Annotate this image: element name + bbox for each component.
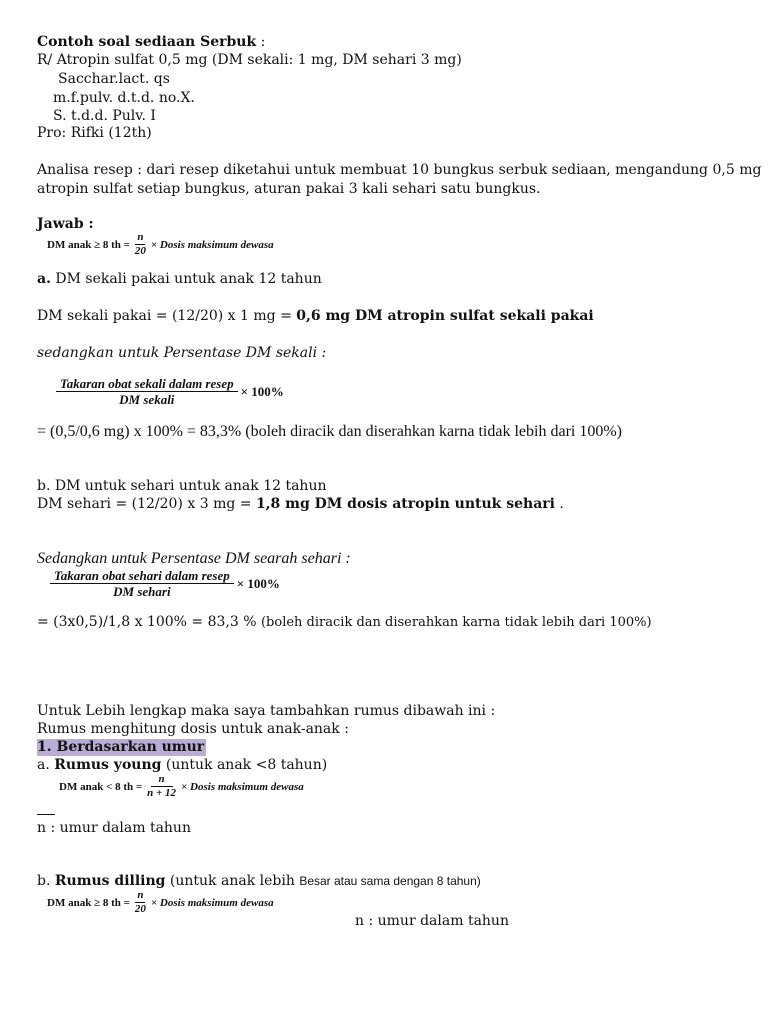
dilling-lhs: DM anak xyxy=(47,896,92,909)
recipe-line-3: m.f.pulv. d.t.d. no.X. xyxy=(53,90,195,106)
part-a-calc xyxy=(37,308,594,325)
rumus-dilling-heading xyxy=(37,873,481,890)
part-b-percent-intro: Sedangkan untuk Persentase DM searah sehari : xyxy=(37,550,351,567)
dilling-n-definition: n : umur dalam tahun xyxy=(355,913,509,929)
rumus-dilling-label: b. xyxy=(37,873,55,889)
part-a-percent-intro: sedangkan untuk Persentase DM sekali : xyxy=(37,345,327,361)
young-denominator: n + 12 xyxy=(147,787,177,799)
part-a-calc-result: 0,6 mg DM atropin sulfat sekali pakai xyxy=(296,308,594,324)
part-b-calc-suffix: . xyxy=(554,496,564,512)
percent-sekali-fraction xyxy=(56,378,238,405)
rumus-young-name: Rumus young xyxy=(54,757,162,773)
formula-percent-sekali xyxy=(56,378,284,405)
formula-dilling-main xyxy=(47,232,274,257)
part-b-calc-text: DM sehari = (12/20) x 3 mg = xyxy=(37,496,256,512)
page-title xyxy=(37,34,265,51)
jawab-label: Jawab : xyxy=(37,216,94,232)
formula-denominator: 20 xyxy=(134,245,146,257)
formula-cond: ≥ 8 th = xyxy=(94,238,130,251)
young-lhs: DM anak xyxy=(59,780,104,793)
formula-lhs: DM anak xyxy=(47,238,92,251)
extra-line-2: Rumus menghitung dosis untuk anak-anak : xyxy=(37,721,349,737)
young-numerator: n xyxy=(151,774,173,787)
percent-sehari-fraction xyxy=(50,570,234,597)
dilling-fraction xyxy=(133,890,148,915)
formula-young xyxy=(59,774,304,799)
recipe-line-1: R/ Atropin sulfat 0,5 mg (DM sekali: 1 mg, DM sehari 3 mg) xyxy=(37,52,462,68)
part-b-percent-calc: = (3x0,5)/1,8 x 100% = 83,3 % xyxy=(37,614,261,630)
part-b-heading: b. DM untuk sehari untuk anak 12 tahun xyxy=(37,478,327,494)
part-b-calc-result: 1,8 mg DM dosis atropin untuk sehari xyxy=(255,496,555,512)
part-a-heading xyxy=(37,271,322,288)
part-a-label: a. xyxy=(37,271,51,287)
part-b-percent-note: (boleh diracik dan diserahkan karna tidak lebih dari 100%) xyxy=(260,615,652,630)
part-a-percent-result: = (0,5/0,6 mg) x 100% = 83,3% (boleh diracik dan diserahkan karna tidak lebih dari 100%) xyxy=(37,423,622,440)
rumus-young-desc: (untuk anak <8 tahun) xyxy=(161,757,328,773)
young-n-definition: n : umur dalam tahun xyxy=(37,820,191,836)
percent-sekali-rhs: × 100% xyxy=(240,383,284,399)
extra-line-1: Untuk Lebih lengkap maka saya tambahkan rumus dibawah ini : xyxy=(37,703,496,719)
dilling-denominator: 20 xyxy=(134,903,146,915)
part-b-percent-result xyxy=(37,614,652,631)
recipe-line-2: Sacchar.lact. qs xyxy=(58,71,170,87)
part-a-calc-text: DM sekali pakai = (12/20) x 1 mg = xyxy=(37,308,297,324)
young-fraction xyxy=(145,774,178,799)
rumus-young-heading xyxy=(37,757,327,774)
section-heading-umur: 1. Berdasarkan umur xyxy=(37,739,205,755)
dilling-rhs: × Dosis maksimum dewasa xyxy=(150,896,274,909)
dilling-cond: ≥ 8 th = xyxy=(94,896,130,909)
formula-numerator: n xyxy=(137,231,144,243)
recipe-line-4: S. t.d.d. Pulv. I xyxy=(53,108,156,124)
formula-fraction xyxy=(133,232,148,257)
young-rhs: × Dosis maksimum dewasa xyxy=(181,780,304,793)
formula-percent-sehari xyxy=(50,570,280,597)
divider-short xyxy=(37,814,55,815)
percent-sekali-denominator: DM sekali xyxy=(119,392,175,407)
rumus-young-label: a. xyxy=(37,757,55,773)
rumus-dilling-desc: (untuk anak lebih xyxy=(165,873,300,889)
dilling-numerator: n xyxy=(137,889,144,901)
percent-sehari-rhs: × 100% xyxy=(236,575,280,591)
percent-sekali-numerator: Takaran obat sekali dalam resep xyxy=(56,378,238,392)
percent-sehari-numerator: Takaran obat sehari dalam resep xyxy=(50,570,234,584)
percent-sehari-denominator: DM sehari xyxy=(113,584,171,599)
title-text: Contoh soal sediaan Serbuk xyxy=(37,34,257,50)
recipe-line-5: Pro: Rifki (12th) xyxy=(37,125,152,141)
formula-rhs: × Dosis maksimum dewasa xyxy=(150,238,274,251)
analysis-line-2: atropin sulfat setiap bungkus, aturan pakai 3 kali sehari satu bungkus. xyxy=(37,181,541,197)
part-b-calc xyxy=(37,496,564,513)
analysis-line-1: Analisa resep : dari resep diketahui untuk membuat 10 bungkus serbuk sediaan, mengandung 0,5 mg xyxy=(37,162,762,178)
title-suffix: : xyxy=(256,34,266,50)
rumus-dilling-name: Rumus dilling xyxy=(54,873,166,889)
part-a-title: DM sekali pakai untuk anak 12 tahun xyxy=(50,271,322,287)
young-cond: < 8 th = xyxy=(106,780,143,793)
formula-dilling xyxy=(47,890,274,915)
rumus-dilling-desc-2: Besar atau sama dengan 8 tahun) xyxy=(299,874,481,888)
